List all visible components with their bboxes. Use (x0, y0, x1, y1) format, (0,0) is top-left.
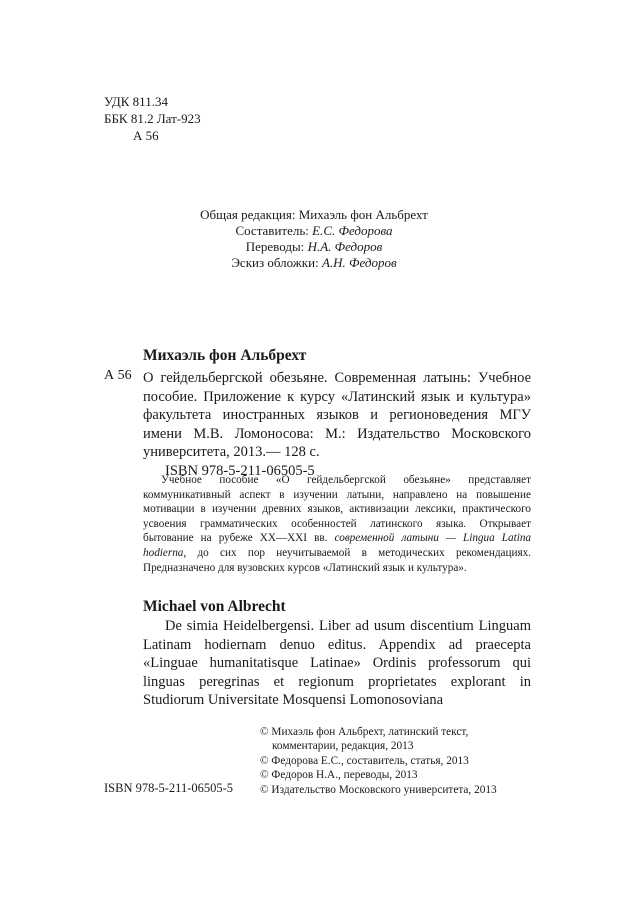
annotation-text: Учебное пособие «О гейдельбергской обезьяне» представляет коммуникативный аспект в изучении латыни, направлено на повышение мотивации в изучении древних языков, активизации лексики, практического усвоения грамматических особенностей латинского языка. Открывает бытование на рубеже XX—XXI вв. (143, 474, 531, 545)
credits-block (0, 207, 628, 271)
credit-label: Переводы: (245, 239, 308, 254)
description-text: О гейдельбергской обезьяне. Современная латынь: Учебное пособие. Приложение к курсу «Латинский язык и культура» факультета иностранных языков и регионоведения МГУ имени М.В. Ломоносова: М.: Издательство Московского университета, 2013.— 128 с. (143, 370, 531, 460)
latin-description: De simia Heidelbergensi. Liber ad usum discentium Linguam Latinam hodiernam denuo editus. Appendix ad praecepta «Linguae humanitatisque Latinae» Ordinis professorum qui linguas peregrinas et regionum proprietates explorant in Studiorum Universitate Mosquensi Lomonosoviana (143, 618, 531, 708)
credit-translations (0, 239, 628, 255)
copyright-line: © Михаэль фон Альбрехт, латинский текст, (260, 726, 469, 738)
copyright-line: © Федорова Е.С., составитель, статья, 2013 (260, 754, 469, 767)
credit-value: А.Н. Федоров (321, 255, 397, 270)
credit-value: Е.С. Федорова (312, 223, 393, 238)
credit-cover-sketch (0, 255, 628, 271)
credit-compiler (0, 223, 628, 239)
copyright-line: комментарии, редакция, 2013 (272, 740, 414, 753)
credit-label: Эскиз обложки: (231, 255, 322, 270)
copyright-line: © Федоров Н.А., переводы, 2013 (260, 769, 418, 782)
classification-codes (104, 93, 201, 144)
annotation-text-end: , до сих пор неучитываемой в методических рекомендациях. Предназначено для вузовских курсов «Латинский язык и культура». (143, 546, 531, 574)
isbn-line: ISBN 978-5-211-06505-5 (165, 462, 315, 479)
credit-general-editor (0, 207, 628, 223)
annotation-italic-text: современной латыни — Lingua Latina hodierna (143, 532, 532, 559)
bibliographic-description (143, 369, 531, 480)
isbn-bottom: ISBN 978-5-211-06505-5 (104, 781, 234, 795)
annotation (143, 473, 531, 575)
author-latin: Michael von Albrecht (143, 598, 286, 615)
library-code: А 56 (104, 368, 132, 383)
author-russian: Михаэль фон Альбрехт (143, 347, 307, 364)
copyright-line: © Издательство Московского университета, 2013 (260, 783, 497, 796)
credit-value: Михаэль фон Альбрехт (298, 207, 428, 222)
credit-label: Общая редакция: (200, 207, 299, 222)
udk-code: УДК 811.34 (104, 94, 168, 109)
author-mark: А 56 (133, 128, 159, 143)
credit-label: Составитель: (235, 223, 313, 238)
bbk-code: ББК 81.2 Лат-923 (104, 111, 201, 126)
credit-value: Н.А. Федоров (307, 239, 383, 254)
copyright-block (260, 725, 550, 797)
